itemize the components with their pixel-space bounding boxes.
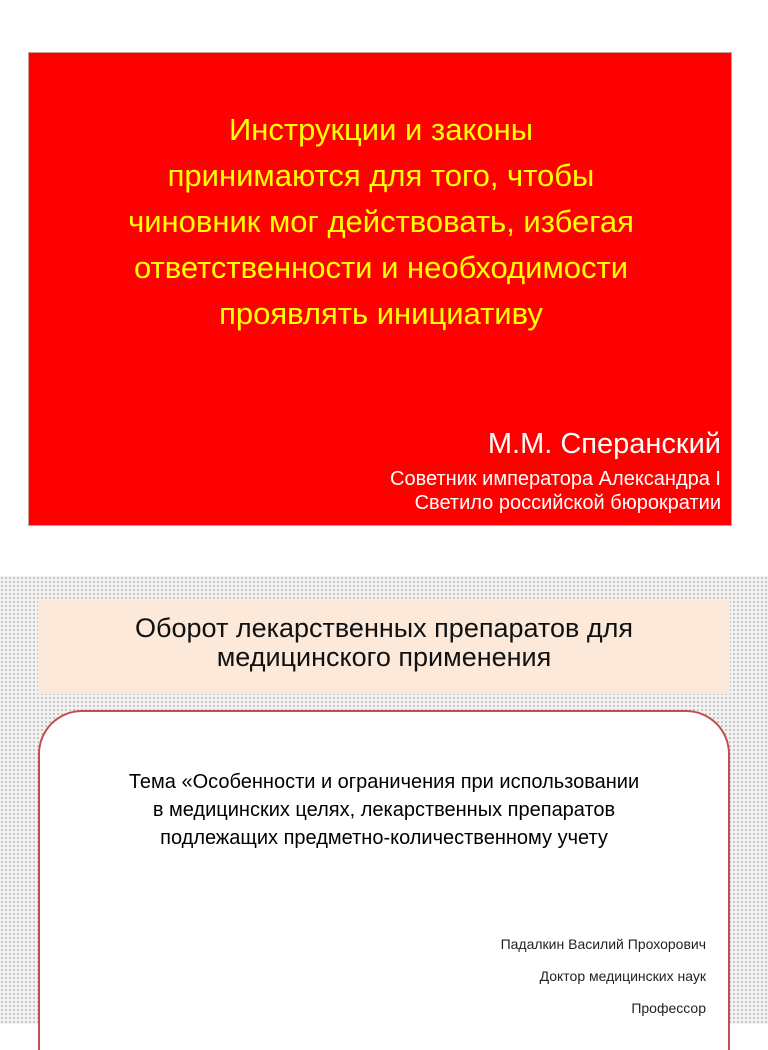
quote-line: проявлять инициативу bbox=[219, 296, 543, 331]
slide-title-line: медицинского применения bbox=[216, 642, 552, 672]
presenter-name: Падалкин Василий Прохорович bbox=[500, 936, 706, 952]
author-role-line: Светило российской бюрократии bbox=[414, 492, 721, 514]
topic-line: Тема «Особенности и ограничения при использовании bbox=[128, 771, 640, 793]
slide-title-line: Оборот лекарственных препаратов для bbox=[135, 613, 633, 643]
quote-line: принимаются для того, чтобы bbox=[167, 158, 595, 193]
quote-author: М.М. Сперанский bbox=[487, 428, 721, 460]
presenter-degree: Доктор медицинских наук bbox=[539, 968, 706, 984]
title-slide bbox=[0, 576, 768, 1024]
quote-text bbox=[49, 107, 713, 337]
quote-line: Инструкции и законы bbox=[229, 112, 533, 147]
topic-line: подлежащих предметно-количественному учету bbox=[160, 827, 608, 849]
quote-line: ответственности и необходимости bbox=[133, 250, 629, 285]
presenter-title: Профессор bbox=[631, 1000, 706, 1016]
topic-card bbox=[38, 710, 730, 1050]
author-roles bbox=[390, 467, 721, 515]
quote-line: чиновник мог действовать, избегая bbox=[128, 204, 634, 239]
slide-title-banner bbox=[38, 600, 730, 694]
presenter-info bbox=[501, 936, 706, 1016]
quote-slide bbox=[28, 52, 732, 526]
topic-text bbox=[40, 768, 728, 852]
topic-line: в медицинских целях, лекарственных препаратов bbox=[152, 799, 616, 821]
author-role-line: Советник императора Александра I bbox=[390, 468, 721, 490]
